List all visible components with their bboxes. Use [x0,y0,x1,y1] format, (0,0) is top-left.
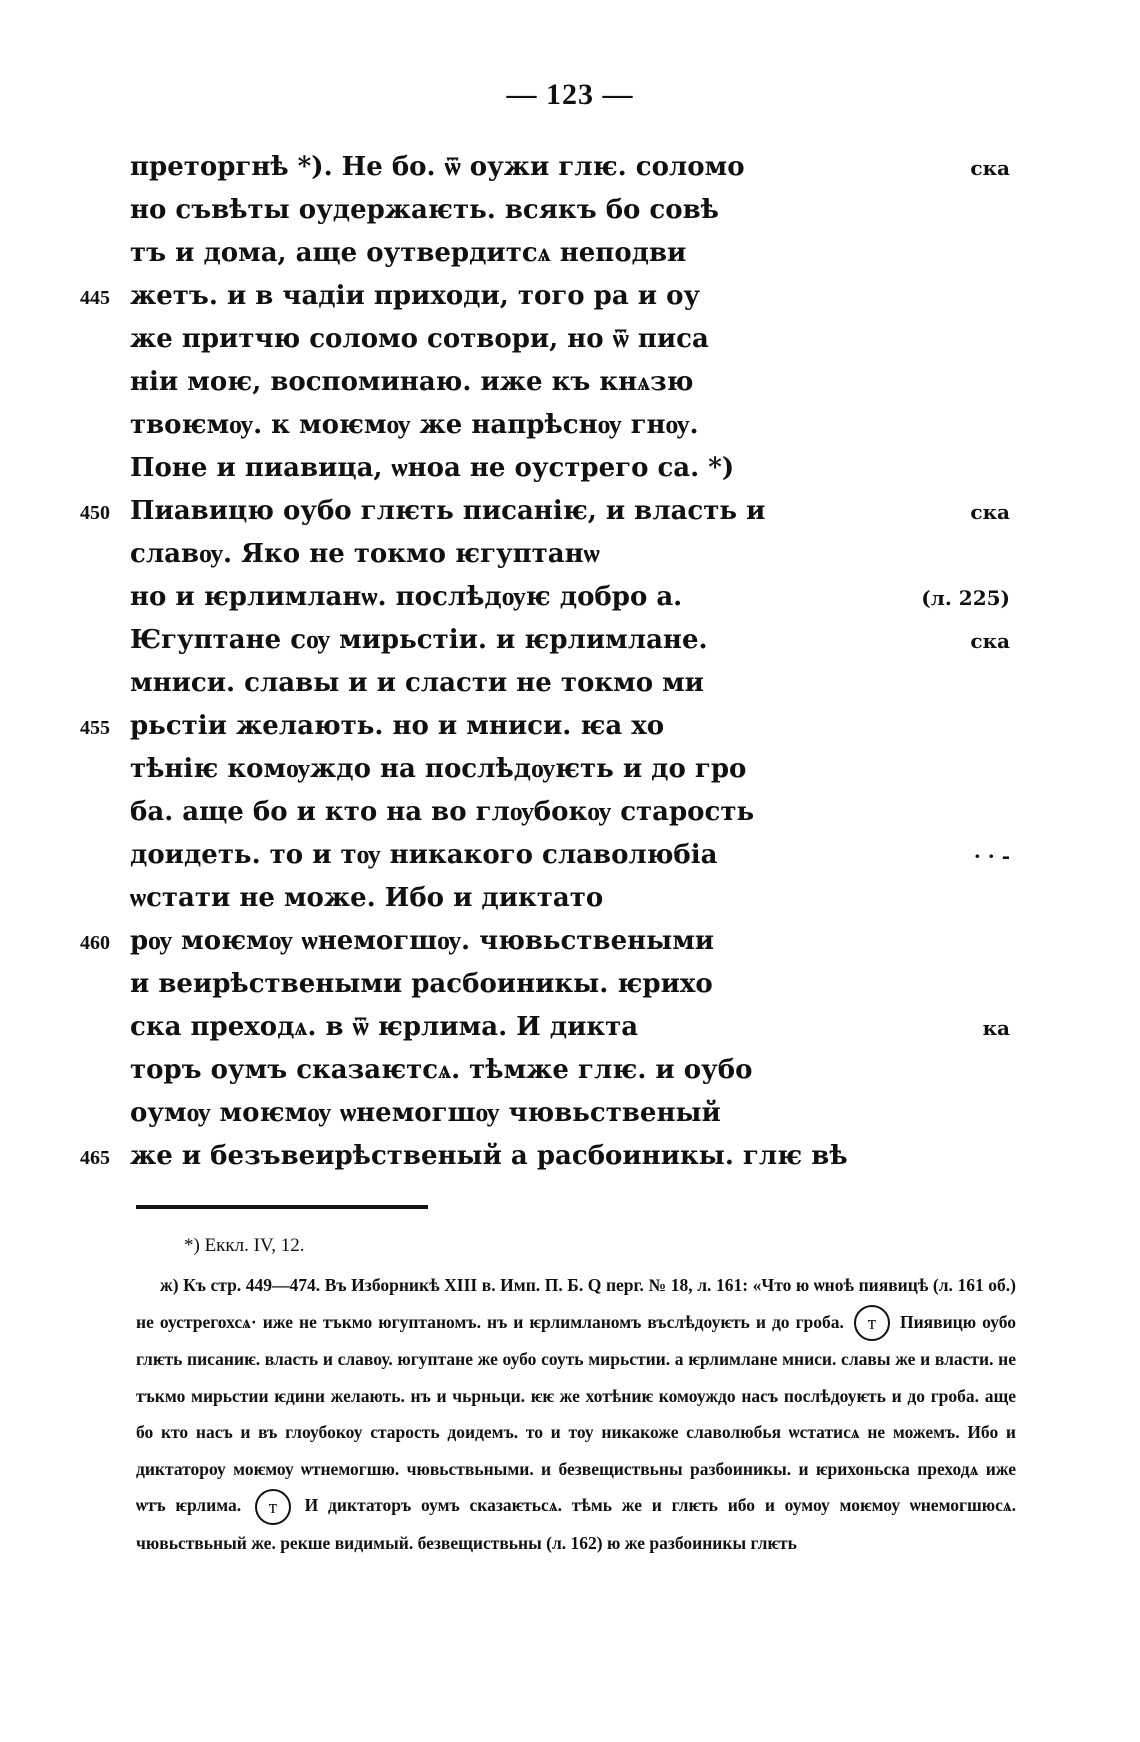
line-text: рѹ моѥмѹ ѡнемогшѹ. чювьствеными [130,926,715,956]
text-line [0,322,1140,365]
footnote-1: *) Еккл. IV, 12. [184,1235,305,1256]
line-text: жетъ. и в чадіи приходи, того ра и оу [130,281,701,311]
margin-note: (л. 225) [921,586,1010,610]
margin-note: ска [970,156,1010,180]
text-line [0,365,1140,408]
text-line [0,193,1140,236]
text-line [0,1010,1140,1053]
circled-letter-mark: т [854,1305,890,1341]
line-text: оумѹ моѥмѹ ѡнемогшѹ чювьственый [130,1098,721,1128]
text-line [0,1096,1140,1139]
margin-note: ка [982,1016,1010,1040]
text-line [0,279,1140,322]
text-line [0,967,1140,1010]
line-text: торъ оумъ сказаѥтсѧ. тѣмже глѥ. и оубо [130,1055,753,1085]
line-text: ска преходѧ. в ѿ ѥрлима. И дикта [130,1012,639,1042]
footnote-2 [136,1267,1016,1562]
line-number: 455 [80,717,110,739]
text-line [0,752,1140,795]
line-text: ніи моѥ, воспоминаю. иже къ кнѧзю [130,367,694,397]
line-text: ба. аще бо и кто на во глѹбокѹ старость [130,797,755,827]
text-line [0,451,1140,494]
line-text: Ѥгуптане сѹ мирьстіи. и ѥрлимлане. [130,625,708,655]
line-text: мниси. славы и и сласти не токмо ми [130,668,704,698]
line-text: но и ѥрлимланѡ. послѣдѹѥ добро а. [130,582,683,612]
text-line [0,881,1140,924]
text-line [0,666,1140,709]
text-line [0,494,1140,537]
page-number: — 123 — [506,78,634,111]
footnotes [136,1235,1016,1562]
line-text: же и безъвеирѣственый а расбоиникы. глѥ вѣ [130,1141,848,1171]
line-text: ѡстати не може. Ибо и диктато [130,883,604,913]
footnote-2-text: ж) Къ стр. 449—474. Въ Изборникѣ XIII в. Имп. П. Б. Q перг. № 18, л. 161: «Что ю ѡнoѣ пиявицѣ (л. 161 об.) не оустрегохсѧ· иже не тъкмо югуптаномъ. нъ и ѥрлимланомъ въслѣдоуѥть и до гроба. [136,1275,1016,1332]
line-text: преторгнѣ *). Не бо. ѿ оужи глѥ. соломо [130,152,745,182]
text-line [0,838,1140,881]
line-text: но съвѣты оудержаѥть. всякъ бо совѣ [130,195,719,225]
text-line [0,408,1140,451]
text-line [0,709,1140,752]
text-line [0,236,1140,279]
line-text: и веирѣствеными расбоиникы. ѥрихо [130,969,713,999]
margin-note: ска [970,500,1010,524]
line-text: тъ и дома, аще оутвердитсѧ неподви [130,238,687,268]
footnote-divider [136,1205,428,1209]
margin-note: ска [970,629,1010,653]
text-line [0,924,1140,967]
text-line [0,1139,1140,1182]
text-line [0,150,1140,193]
line-text: же притчю соломо сотвори, но ѿ писа [130,324,709,354]
line-number: 445 [80,287,110,309]
text-line [0,580,1140,623]
text-line [0,623,1140,666]
footnote-2-text: И диктаторъ оумъ сказаѥтьсѧ. тѣмь же и глѥть ибо и оумоу моѥмоу ѡнемогшюсѧ. чювьствьный же. рекше видимый. безвещиствьны (л. 162) ю же разбоиникы глѥть [136,1495,1016,1554]
circled-letter-mark: т [255,1489,291,1525]
line-number: 465 [80,1147,110,1169]
line-text: доидеть. то и тѹ никакого славолюбіа [130,840,718,870]
line-text: славѹ. Яко не токмо ѥгуптанѡ [130,539,600,569]
margin-note: · · - [973,844,1010,868]
footnote-2-text: Пиявицю оубо глѥть писаниѥ. власть и славоу. югуптане же оубо соуть мирьстии. а ѥрлимлане мниси. славы же и власти. не тъкмо мирьстии ѥдини желають. нъ и чьрньци. ѥѥ же хотѣниѥ комоуждо насъ послѣдоуѥть и до гроба. аще бо кто насъ и въ глоубокоу старость доидемъ. то и тоу никакоже славолюбья ѡстатисѧ не можемъ. Ибо и диктатороу моѥмоу ѡтнемогшю. чювьствьными. и безвещиствьны разбоиникы. и ѥрихоньска преходѧ иже ѡтъ ѥрлима. [136,1311,1017,1516]
line-text: твоѥмѹ. к моѥмѹ же напрѣснѹ гнѹ. [130,410,699,440]
line-text: Пиавицю оубо глѥть писаніѥ, и власть и [130,496,766,526]
line-number: 460 [80,932,110,954]
main-text-block [0,150,1140,1182]
line-number: 450 [80,502,110,524]
line-text: тѣніѥ комѹждо на послѣдѹѥть и до гро [130,754,747,784]
text-line [0,537,1140,580]
text-line [0,795,1140,838]
line-text: рьстіи желають. но и мниси. ѥа хо [130,711,665,741]
text-line [0,1053,1140,1096]
line-text: Поне и пиавица, ѡноа не оустрего са. *) [130,453,735,483]
